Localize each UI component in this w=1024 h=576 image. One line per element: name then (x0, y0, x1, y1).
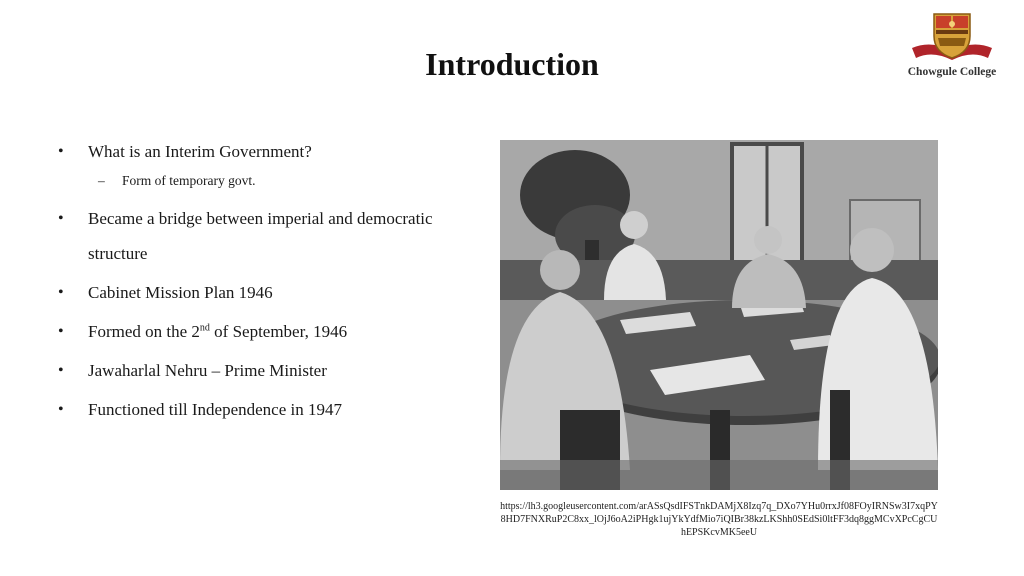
bullet-text-pre: Formed on the 2 (88, 322, 200, 341)
bullet-text (88, 322, 347, 341)
sub-bullet-text: Form of temporary govt. (122, 173, 256, 188)
crest-icon (910, 10, 994, 66)
slide-title: Introduction (425, 46, 599, 82)
bullet-item (58, 314, 458, 349)
bullet-text: Jawaharlal Nehru – Prime Minister (88, 361, 327, 380)
college-logo (892, 10, 1012, 82)
historical-photo (500, 140, 938, 490)
bullet-icon: • (58, 362, 64, 379)
bullet-text: Cabinet Mission Plan 1946 (88, 283, 273, 302)
bullet-item (58, 201, 458, 271)
bullet-text: Functioned till Independence in 1947 (88, 400, 342, 419)
bullet-icon: • (58, 323, 64, 340)
bullet-icon: • (58, 143, 64, 160)
bullet-item (58, 275, 458, 310)
bullet-item (58, 134, 458, 169)
bullet-icon: • (58, 401, 64, 418)
bullet-text: Became a bridge between imperial and democratic structure (88, 209, 433, 263)
bullet-icon: • (58, 284, 64, 301)
meeting-photo-image (500, 140, 938, 490)
bullet-list (58, 134, 458, 431)
image-source-caption: https://lh3.googleusercontent.com/arASsQsdIFSTnkDAMjX8Izq7q_DXo7YHu0rrxJf08FOyIRNSw3I7xqPY8HD7FNXRuP2C8xx_lOjJ6oA2iPHgk1ujYkYdfMio7iQIBr38kzLKShh0SEdSi0ltFF3dq8ggMCvXPcCgCUhEPSKcvMK5eeU (500, 501, 938, 538)
bullet-text: What is an Interim Government? (88, 142, 312, 161)
logo-text: Chowgule College (907, 66, 997, 78)
dash-icon: – (98, 173, 105, 188)
bullet-item (58, 392, 458, 427)
sub-bullet-item (58, 171, 458, 191)
bullet-text-post: of September, 1946 (209, 322, 348, 341)
bullet-icon: • (58, 210, 64, 227)
ordinal-suffix: nd (199, 322, 210, 334)
bullet-item (58, 353, 458, 388)
